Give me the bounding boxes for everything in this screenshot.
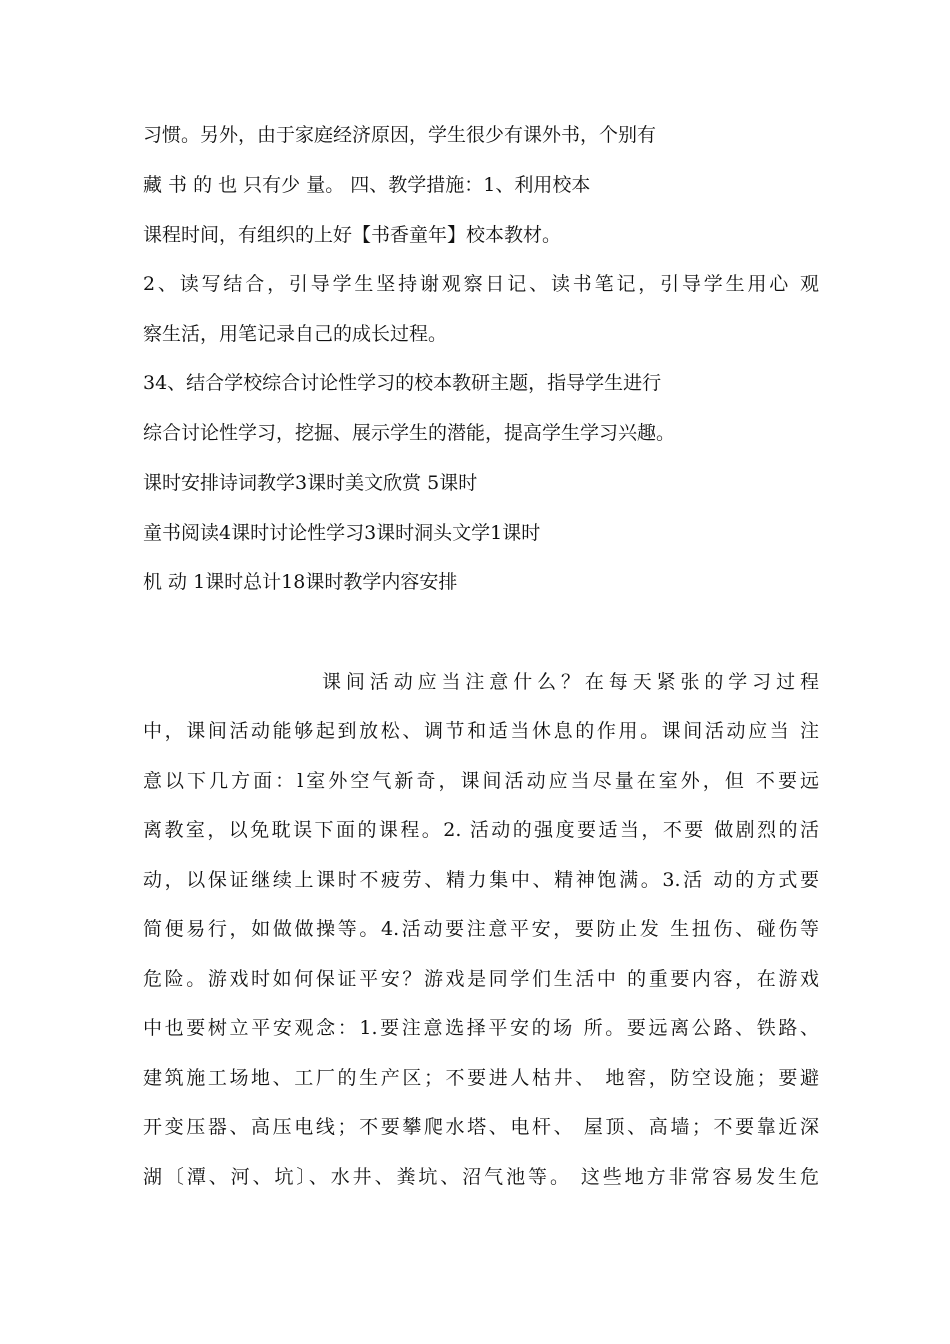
paragraph-line: 藏 书 的 也 只有少 量。 四、教学措施：1、利用校本 [143, 174, 591, 196]
paragraph-line: 危险。游戏时如何保证平安？游戏是同学们生活中 的重要内容，在游戏 [143, 968, 819, 990]
paragraph-line: 课程时间，有组织的上好【书香童年】校本教材。 [143, 224, 562, 246]
paragraph-line: 机 动 1课时总计18课时教学内容安排 [143, 571, 458, 593]
paragraph-line: 综合讨论性学习，挖掘、展示学生的潜能，提高学生学习兴趣。 [143, 422, 676, 444]
paragraph-line: 中也要树立平安观念：1.要注意选择平安的场 所。要远离公路、铁路、 [143, 1017, 819, 1039]
paragraph-line: 建筑施工场地、工厂的生产区；不要进人枯井、 地窖，防空设施；要避 [143, 1067, 819, 1089]
paragraph-line: 童书阅读4课时讨论性学习3课时洞头文学1课时 [143, 522, 541, 544]
paragraph-line: 动，以保证继续上课时不疲劳、精力集中、精神饱满。3.活 动的方式要 [143, 869, 819, 891]
paragraph-line: 察生活，用笔记录自己的成长过程。 [143, 323, 448, 345]
paragraph-line: 开变压器、高压电线；不要攀爬水塔、电杆、 屋顶、高墙；不要靠近深 [143, 1116, 819, 1138]
paragraph-line: 意以下几方面：l室外空气新奇，课间活动应当尽量在室外，但 不要远 [143, 770, 819, 792]
section-heading-line: 课间活动应当注意什么？在每天紧张的学习过程 [322, 671, 819, 693]
paragraph-line: 34、结合学校综合讨论性学习的校本教研主题，指导学生进行 [143, 372, 662, 394]
paragraph-line: 2、读写结合，引导学生坚持谢观察日记、读书笔记，引导学生用心 观 [143, 273, 819, 295]
paragraph-line: 习惯。另外，由于家庭经济原因，学生很少有课外书，个别有 [143, 124, 657, 146]
paragraph-line: 简便易行，如做做操等。4.活动要注意平安，要防止发 生扭伤、碰伤等 [143, 918, 819, 940]
paragraph-line: 湖〔潭、河、坑〕、水井、粪坑、沼气池等。 这些地方非常容易发生危 [143, 1166, 819, 1188]
paragraph-line: 中，课间活动能够起到放松、调节和适当休息的作用。课间活动应当 注 [143, 720, 819, 742]
paragraph-line: 离教室，以免耽误下面的课程。2. 活动的强度要适当，不要 做剧烈的活 [143, 819, 819, 841]
paragraph-line: 课时安排诗词教学3课时美文欣赏 5课时 [143, 472, 478, 494]
